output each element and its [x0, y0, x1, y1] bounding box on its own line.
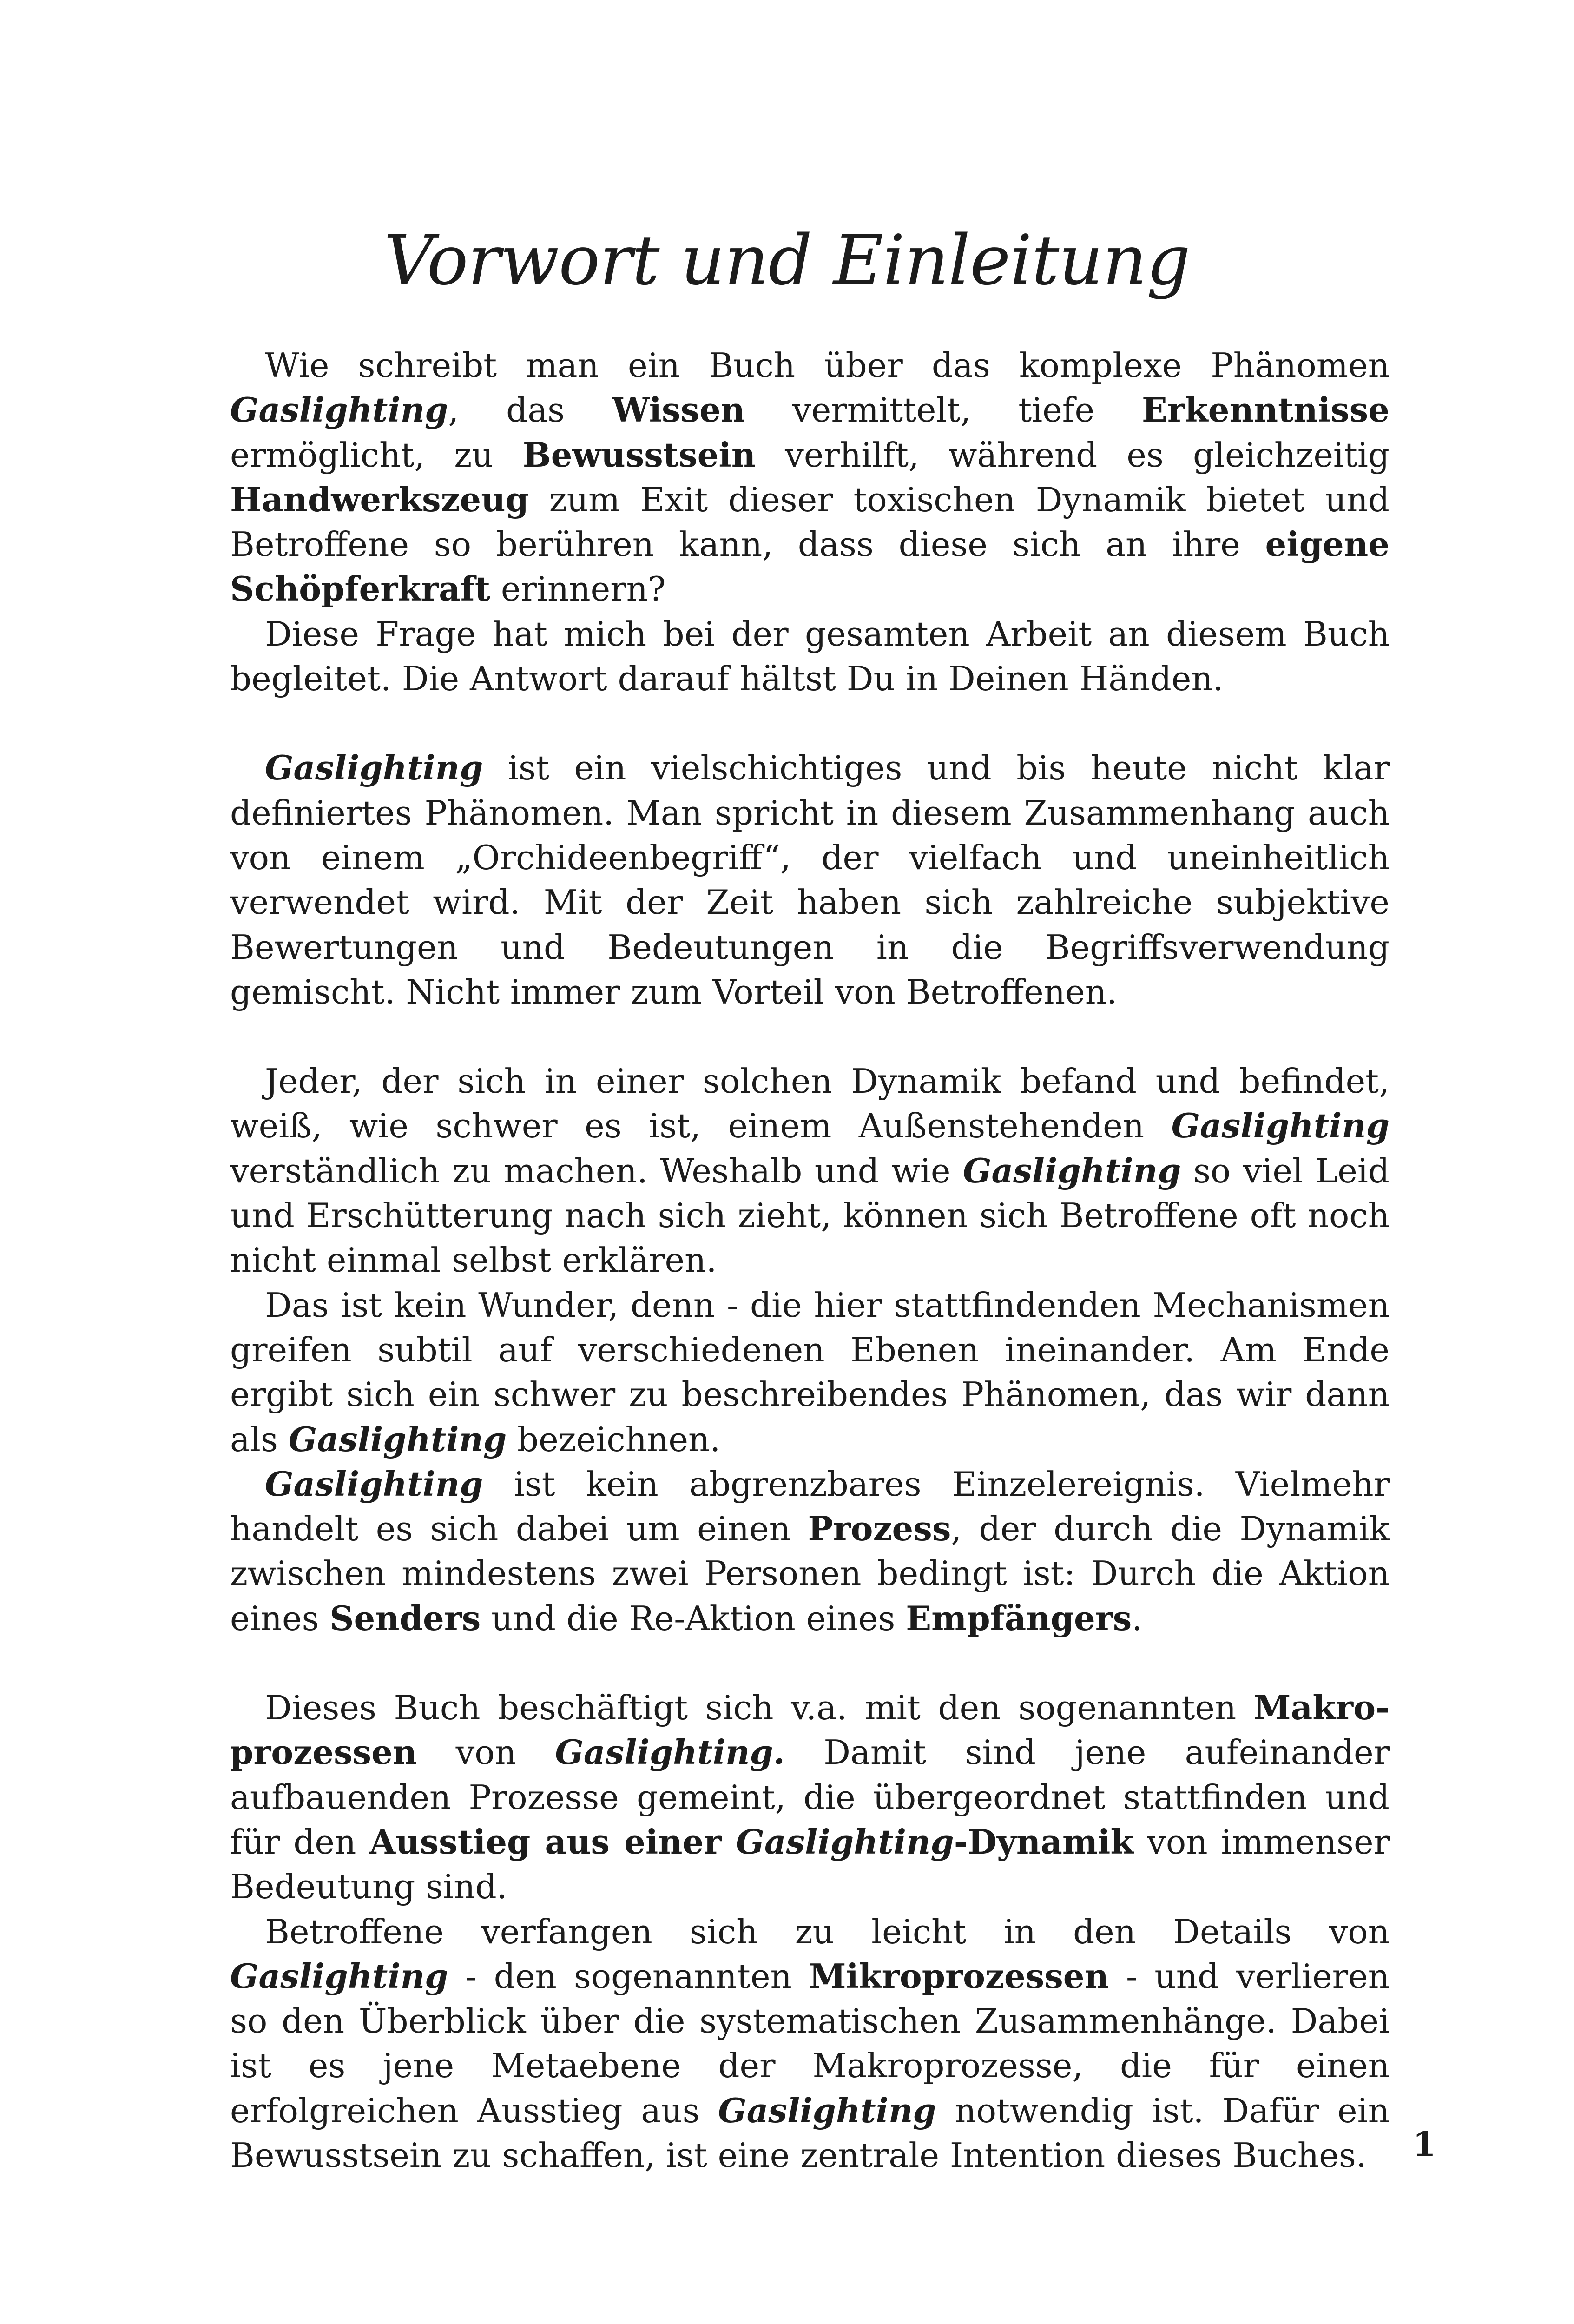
paragraph-8: Betroffene verfangen sich zu leicht in den Details von Gaslighting - den sogenannten Mikroprozessen - und verlieren so den Überblick über die systematischen Zusammenhänge. Dabei ist es jene Metaebene der Makroprozesse, die für einen erfolgreichen Ausstieg aus Gaslighting notwendig ist. Dafür ein Bewusstsein zu schaffen, ist eine zentrale Intention dieses Buches. — [230, 1912, 1390, 2175]
paragraph-5: Das ist kein Wunder, denn - die hier stattfindenden Mechanismen greifen subtil auf verschiedenen Ebenen ineinander. Am Ende ergibt sich ein schwer zu beschreibendes Phänomen, das wir dann als Gaslighting bezeichnen. — [230, 1285, 1390, 1459]
page-number: 1 — [1412, 2124, 1436, 2164]
body-text — [230, 343, 1390, 2178]
paragraph-4: Jeder, der sich in einer solchen Dynamik befand und befindet, weiß, wie schwer es ist, einem Außenstehenden Gaslighting verständlich zu machen. Weshalb und wie Gaslighting so viel Leid und Erschütterung nach sich zieht, können sich Betroffene oft noch nicht einmal selbst erklären. — [230, 1062, 1390, 1280]
page-title: Vorwort und Einleitung — [384, 220, 1190, 300]
paragraph-3: Gaslighting ist ein vielschichtiges und bis heute nicht klar definiertes Phänomen. Man spricht in diesem Zusammenhang auch von einem „Orchideenbegriff“, der vielfach und uneinheitlich verwendet wird. Mit der Zeit haben sich zahlreiche subjektive Bewertungen und Bedeutungen in die Begriffsverwendung gemischt. Nicht immer zum Vorteil von Betroffenen. — [230, 748, 1390, 1011]
paragraph-6: Gaslighting ist kein abgrenzbares Einzelereignis. Vielmehr handelt es sich dabei um einen Prozess, der durch die Dynamik zwischen mindestens zwei Personen bedingt ist: Durch die Aktion eines Senders und die Re-Aktion eines Empfängers. — [230, 1464, 1390, 1638]
paragraph-1: Wie schreibt man ein Buch über das komplexe Phänomen Gaslighting, das Wissen vermittelt, tiefe Erkenntnisse ermöglicht, zu Bewusstsein verhilft, während es gleichzeitig Handwerkszeug zum Exit dieser toxischen Dynamik bietet und Betroffene so berühren kann, dass diese sich an ihre eigene Schöpferkraft erinnern? — [230, 346, 1390, 609]
paragraph-7: Dieses Buch beschäftigt sich v.a. mit den sogenannten Makro-prozessen von Gaslighting. Damit sind jene aufeinander aufbauenden Prozesse gemeint, die übergeordnet stattfinden und für den Ausstieg aus einer Gaslighting-Dynamik von immenser Bedeutung sind. — [230, 1688, 1390, 1907]
paragraph-2: Diese Frage hat mich bei der gesamten Arbeit an diesem Buch begleitet. Die Antwort darauf hältst Du in Deinen Händen. — [230, 614, 1390, 699]
